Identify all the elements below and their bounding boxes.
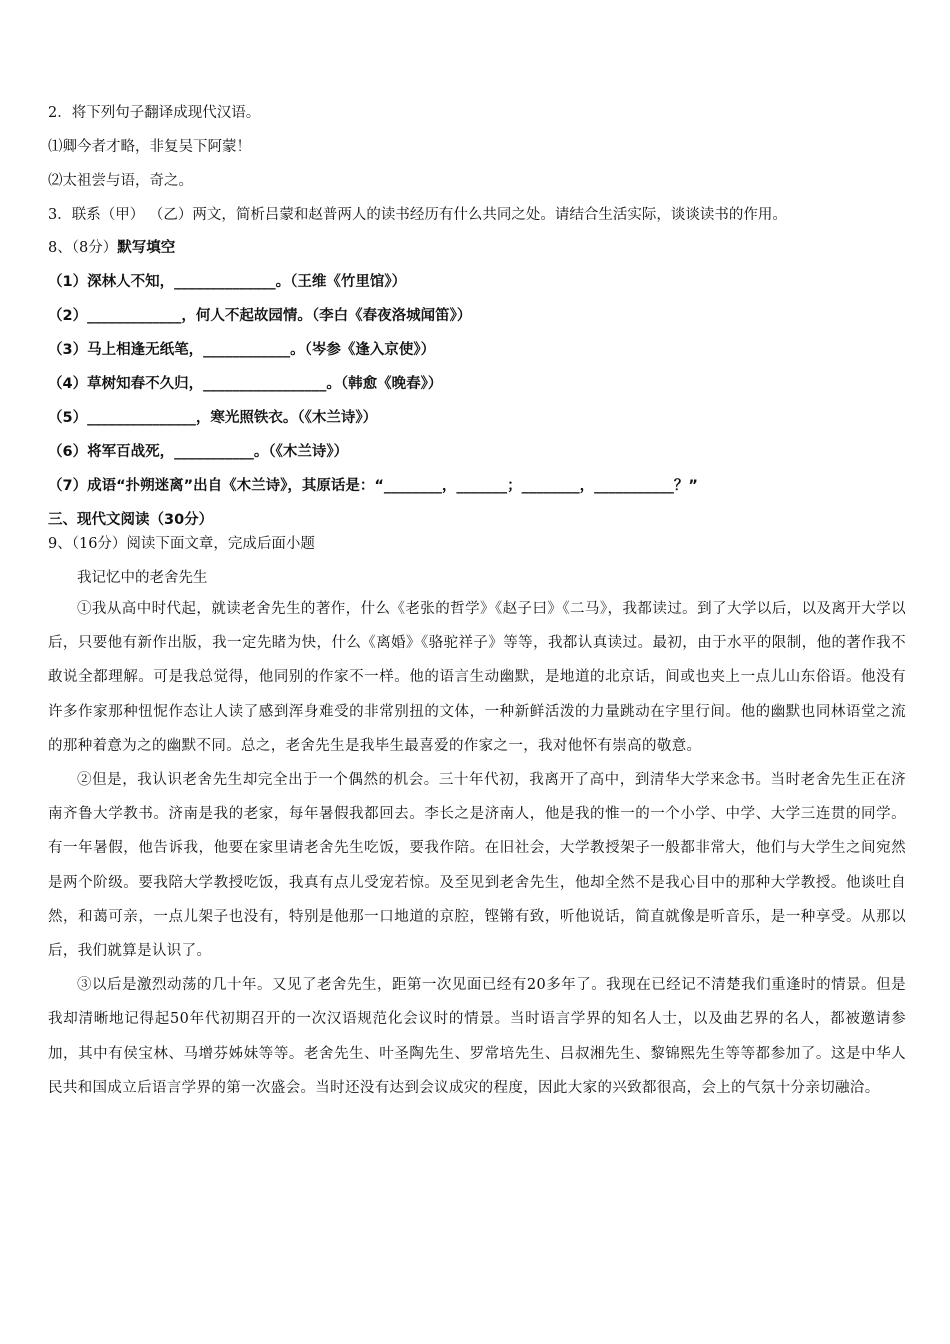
fill-item-1: （1）深林人不知，______________。（王维《竹里馆》） — [48, 274, 407, 290]
fill-item-5: （5）_______________，寒光照铁衣。（《木兰诗》） — [48, 410, 378, 426]
fill-item-6: （6）将军百战死，___________。（《木兰诗》） — [48, 444, 349, 460]
article-title: 我记忆中的老舍先生 — [77, 570, 208, 586]
q8-prefix: 8、（8分） — [48, 240, 118, 256]
section-3-heading: 三、现代文阅读（30分） — [48, 512, 214, 528]
q9-prompt: 9、（16分）阅读下面文章，完成后面小题 — [48, 536, 315, 552]
q3-question: 3．联系（甲） （乙）两文，简析吕蒙和赵普两人的读书经历有什么共同之处。请结合生活实际，谈谈读书的作用。 — [48, 207, 787, 223]
q2-title: 2．将下列句子翻译成现代汉语。 — [48, 105, 261, 121]
article-paragraph-1: ①我从高中时代起，就读老舍先生的著作，什么《老张的哲学》《赵子曰》《二马》，我都读过。到了大学以后，以及离开大学以后，只要他有新作出版，我一定先睹为快，什么《离婚》《骆驼祥子》等等，我都认真读过。最初，由于水平的限制，他的著作我不敢说全都理解。可是我总觉得，他同别的作家不一样。他的语言生动幽默，是地道的北京话，间或也夹上一点儿山东俗语。他没有许多作家那种忸怩作态让人读了感到浑身难受的非常别扭的文体，一种新鲜活泼的力量跳动在字里行间。他的幽默也同林语堂之流的那种着意为之的幽默不同。总之，老舍先生是我毕生最喜爱的作家之一，我对他怀有崇高的敬意。 — [48, 601, 906, 754]
article-body — [48, 592, 906, 1105]
q2-sentence-1: ⑴卿今者才略，非复吴下阿蒙！ — [48, 139, 251, 155]
article-paragraph-2: ②但是，我认识老舍先生却完全出于一个偶然的机会。三十年代初，我离开了高中，到清华大学来念书。当时老舍先生正在济南齐鲁大学教书。济南是我的老家，每年暑假我都回去。李长之是济南人，他是我的惟一的一个小学、中学、大学三连贯的同学。有一年暑假，他告诉我，他要在家里请老舍先生吃饭，要我作陪。在旧社会，大学教授架子一般都非常大，他们与大学生之间宛然是两个阶级。要我陪大学教授吃饭，我真有点儿受宠若惊。及至见到老舍先生，他却全然不是我心目中的那种大学教授。他谈吐自然，和蔼可亲，一点儿架子也没有，特别是他那一口地道的京腔，铿锵有致，听他说话，简直就像是听音乐，是一种享受。从那以后，我们就算是认识了。 — [48, 772, 906, 960]
q2-sentence-2: ⑵太祖尝与语，奇之。 — [48, 173, 193, 189]
fill-item-7: （7）成语“扑朔迷离”出自《木兰诗》，其原话是：“________，_______；________，___________？” — [48, 478, 698, 494]
fill-item-2: （2）_____________，何人不起故园情。（李白《春夜洛城闻笛》） — [48, 308, 472, 324]
article-paragraph-3: ③以后是激烈动荡的几十年。又见了老舍先生，距第一次见面已经有20多年了。我现在已经记不清楚我们重逢时的情景。但是我却清晰地记得起50年代初期召开的一次汉语规范化会议时的情景。当时语言学界的知名人士，以及曲艺界的名人，都被邀请参加，其中有侯宝林、马增芬姊妹等等。老舍先生、叶圣陶先生、罗常培先生、吕叔湘先生、黎锦熙先生等等都参加了。这是中华人民共和国成立后语言学界的第一次盛会。当时还没有达到会议成灾的程度，因此大家的兴致都很高，会上的气氛十分亲切融洽。 — [48, 977, 906, 1096]
q8-label: 默写填空 — [117, 240, 176, 256]
q8-heading — [48, 238, 175, 258]
fill-item-4: （4）草树知春不久归，_________________。（韩愈《晚春》） — [48, 376, 443, 392]
fill-item-3: （3）马上相逢无纸笔，____________。（岑参《逢入京使》） — [48, 342, 436, 358]
